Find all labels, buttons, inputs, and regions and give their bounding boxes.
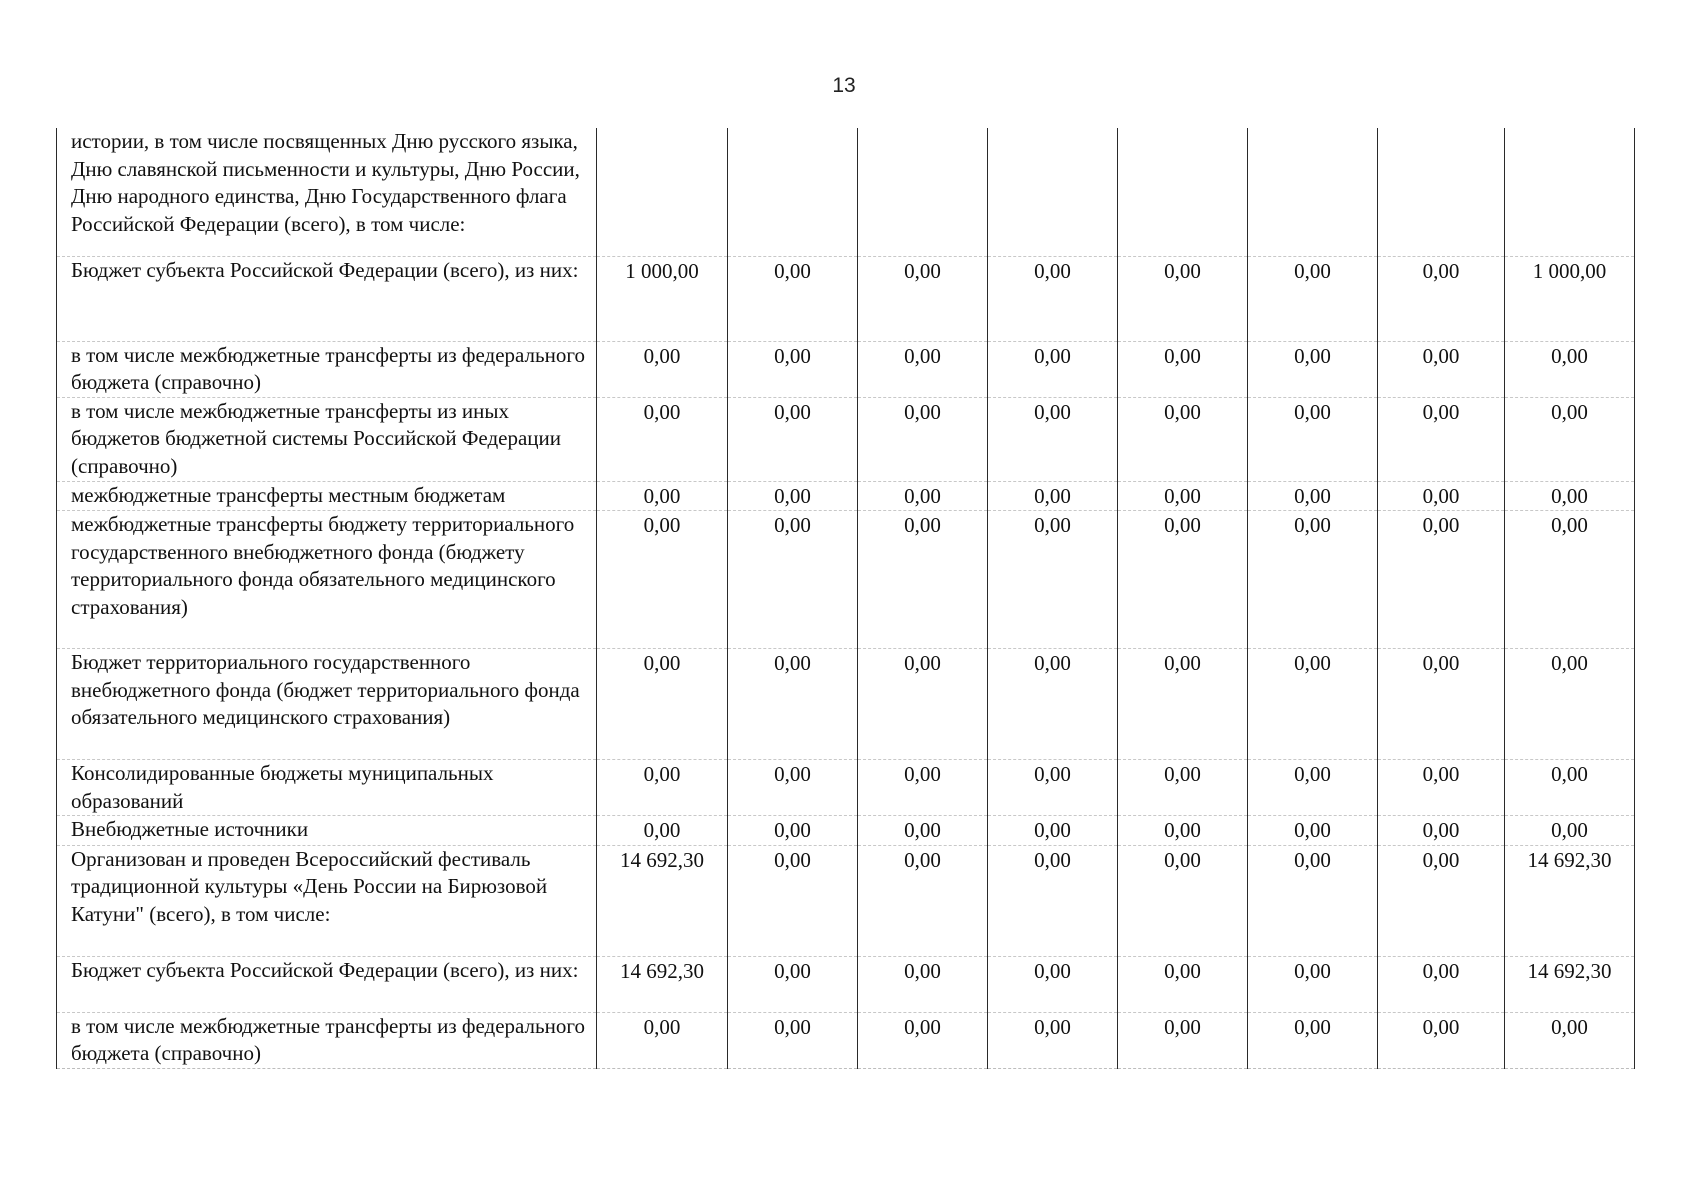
value-cell: 0,00: [728, 816, 858, 846]
value-cell: 0,00: [1118, 341, 1248, 397]
value-cell: 0,00: [988, 341, 1118, 397]
value-cell: 0,00: [858, 760, 988, 816]
value-cell: 0,00: [1378, 816, 1505, 846]
row-label: Бюджет субъекта Российской Федерации (всего), из них:: [57, 256, 597, 341]
value-cell: 0,00: [1118, 397, 1248, 481]
table-row: [57, 845, 1635, 956]
value-cell: 0,00: [597, 341, 728, 397]
value-cell: 0,00: [1118, 816, 1248, 846]
value-cell: [1505, 128, 1635, 256]
page-number: 13: [832, 74, 856, 97]
table-row: [57, 128, 1635, 256]
value-cell: 0,00: [1118, 845, 1248, 956]
value-cell: 0,00: [728, 760, 858, 816]
value-cell: 0,00: [1505, 397, 1635, 481]
value-cell: 0,00: [1118, 481, 1248, 511]
row-label: Бюджет территориального государственного внебюджетного фонда (бюджет территориального фонда обязательного медицинского страхования): [57, 649, 597, 760]
value-cell: 0,00: [597, 397, 728, 481]
table-row: [57, 256, 1635, 341]
value-cell: 0,00: [1505, 649, 1635, 760]
value-cell: 0,00: [1378, 649, 1505, 760]
value-cell: 0,00: [728, 397, 858, 481]
value-cell: 0,00: [597, 649, 728, 760]
value-cell: [988, 128, 1118, 256]
table-row: [57, 956, 1635, 1012]
value-cell: 0,00: [1505, 816, 1635, 846]
value-cell: [1118, 128, 1248, 256]
value-cell: 0,00: [988, 481, 1118, 511]
value-cell: 0,00: [1505, 760, 1635, 816]
value-cell: 0,00: [858, 397, 988, 481]
value-cell: 0,00: [728, 1012, 858, 1068]
value-cell: 0,00: [988, 397, 1118, 481]
value-cell: 0,00: [988, 816, 1118, 846]
value-cell: 0,00: [1378, 956, 1505, 1012]
value-cell: 0,00: [858, 341, 988, 397]
value-cell: [1378, 128, 1505, 256]
value-cell: 0,00: [597, 816, 728, 846]
value-cell: 0,00: [988, 649, 1118, 760]
value-cell: 0,00: [858, 956, 988, 1012]
table-row: [57, 341, 1635, 397]
value-cell: 0,00: [728, 649, 858, 760]
value-cell: 0,00: [1248, 341, 1378, 397]
value-cell: 0,00: [1118, 511, 1248, 649]
value-cell: 0,00: [1378, 481, 1505, 511]
value-cell: 0,00: [1248, 816, 1378, 846]
value-cell: 0,00: [858, 816, 988, 846]
row-label: Консолидированные бюджеты муниципальных образований: [57, 760, 597, 816]
value-cell: 0,00: [1505, 1012, 1635, 1068]
table-row: [57, 816, 1635, 846]
table-row: [57, 760, 1635, 816]
value-cell: 0,00: [1505, 341, 1635, 397]
value-cell: 0,00: [1118, 649, 1248, 760]
value-cell: 0,00: [1248, 649, 1378, 760]
row-label: Внебюджетные источники: [57, 816, 597, 846]
value-cell: 0,00: [858, 481, 988, 511]
value-cell: 0,00: [1118, 760, 1248, 816]
value-cell: 0,00: [858, 1012, 988, 1068]
table-row: [57, 481, 1635, 511]
value-cell: 0,00: [858, 511, 988, 649]
value-cell: 0,00: [1505, 511, 1635, 649]
value-cell: 0,00: [1248, 956, 1378, 1012]
value-cell: 0,00: [597, 1012, 728, 1068]
value-cell: 0,00: [858, 649, 988, 760]
value-cell: 0,00: [728, 256, 858, 341]
value-cell: 0,00: [1378, 341, 1505, 397]
value-cell: 0,00: [988, 256, 1118, 341]
row-label: Организован и проведен Всероссийский фестиваль традиционной культуры «День России на Бирюзовой Катуни" (всего), в том числе:: [57, 845, 597, 956]
value-cell: 0,00: [728, 341, 858, 397]
value-cell: 14 692,30: [597, 956, 728, 1012]
value-cell: 0,00: [858, 845, 988, 956]
value-cell: 0,00: [1248, 845, 1378, 956]
value-cell: 0,00: [597, 481, 728, 511]
value-cell: 0,00: [988, 845, 1118, 956]
value-cell: 1 000,00: [597, 256, 728, 341]
value-cell: 0,00: [1118, 1012, 1248, 1068]
value-cell: 0,00: [988, 760, 1118, 816]
value-cell: 0,00: [597, 760, 728, 816]
row-label: истории, в том числе посвященных Дню русского языка, Дню славянской письменности и культуры, Дню России, Дню народного единства, Дню Государственного флага Российской Федерации (всего), в том числе:: [57, 128, 597, 256]
row-label: в том числе межбюджетные трансферты из иных бюджетов бюджетной системы Российской Федерации (справочно): [57, 397, 597, 481]
value-cell: 0,00: [1248, 760, 1378, 816]
value-cell: 1 000,00: [1505, 256, 1635, 341]
value-cell: 14 692,30: [1505, 845, 1635, 956]
value-cell: 0,00: [1118, 956, 1248, 1012]
value-cell: [597, 128, 728, 256]
value-cell: 0,00: [1378, 845, 1505, 956]
budget-table: [56, 128, 1635, 1069]
value-cell: 0,00: [1505, 481, 1635, 511]
row-label: межбюджетные трансферты бюджету территориального государственного внебюджетного фонда (бюджету территориального фонда обязательного медицинского страхования): [57, 511, 597, 649]
row-label: в том числе межбюджетные трансферты из федерального бюджета (справочно): [57, 341, 597, 397]
value-cell: 0,00: [728, 956, 858, 1012]
value-cell: 14 692,30: [1505, 956, 1635, 1012]
value-cell: 0,00: [728, 481, 858, 511]
value-cell: 0,00: [1248, 481, 1378, 511]
table-body: [57, 128, 1635, 1068]
value-cell: [1248, 128, 1378, 256]
value-cell: 0,00: [1248, 256, 1378, 341]
value-cell: 0,00: [1248, 397, 1378, 481]
value-cell: 0,00: [858, 256, 988, 341]
value-cell: 0,00: [988, 1012, 1118, 1068]
table-row: [57, 1012, 1635, 1068]
value-cell: 14 692,30: [597, 845, 728, 956]
row-label: межбюджетные трансферты местным бюджетам: [57, 481, 597, 511]
value-cell: 0,00: [728, 511, 858, 649]
value-cell: 0,00: [1118, 256, 1248, 341]
value-cell: 0,00: [1378, 511, 1505, 649]
value-cell: 0,00: [1378, 1012, 1505, 1068]
value-cell: [728, 128, 858, 256]
value-cell: 0,00: [1378, 256, 1505, 341]
value-cell: 0,00: [597, 511, 728, 649]
value-cell: 0,00: [988, 511, 1118, 649]
value-cell: 0,00: [1248, 511, 1378, 649]
value-cell: [858, 128, 988, 256]
value-cell: 0,00: [1378, 760, 1505, 816]
row-label: в том числе межбюджетные трансферты из федерального бюджета (справочно): [57, 1012, 597, 1068]
table-row: [57, 397, 1635, 481]
value-cell: 0,00: [988, 956, 1118, 1012]
value-cell: 0,00: [728, 845, 858, 956]
value-cell: 0,00: [1248, 1012, 1378, 1068]
value-cell: 0,00: [1378, 397, 1505, 481]
table-row: [57, 649, 1635, 760]
table-row: [57, 511, 1635, 649]
row-label: Бюджет субъекта Российской Федерации (всего), из них:: [57, 956, 597, 1012]
